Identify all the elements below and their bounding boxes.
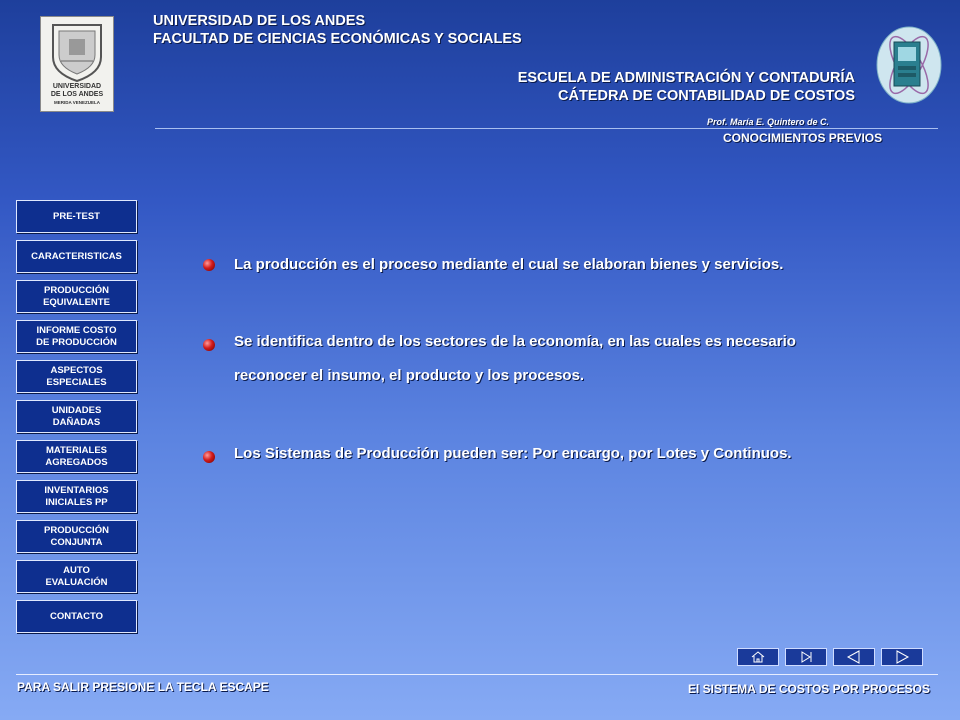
menu-contacto[interactable] bbox=[16, 600, 137, 633]
menu-produccion-conjunta[interactable] bbox=[16, 520, 137, 553]
menu-label: UNIDADES bbox=[51, 404, 102, 416]
home-icon bbox=[738, 649, 778, 665]
previous-button[interactable] bbox=[833, 648, 875, 666]
faculty-name: FACULTAD DE CIENCIAS ECONÓMICAS Y SOCIALES bbox=[153, 31, 522, 47]
menu-label-2: EVALUACIÓN bbox=[45, 576, 108, 588]
menu-label: AUTO bbox=[63, 564, 90, 576]
content-bullet-3: Los Sistemas de Producción pueden ser: Por encargo, por Lotes y Continuos. bbox=[234, 445, 792, 462]
menu-label-2: CONJUNTA bbox=[50, 536, 103, 548]
menu-label-2: ESPECIALES bbox=[46, 376, 107, 388]
chair-name: CÁTEDRA DE CONTABILIDAD DE COSTOS bbox=[558, 88, 855, 104]
menu-auto-evaluacion[interactable] bbox=[16, 560, 137, 593]
section-title: CONOCIMIENTOS PREVIOS bbox=[723, 131, 883, 145]
menu-label: PRODUCCIÓN bbox=[44, 524, 109, 536]
logo-text-1: UNIVERSIDAD bbox=[52, 83, 102, 90]
menu-inventarios-iniciales[interactable] bbox=[16, 480, 137, 513]
exit-hint: PARA SALIR PRESIONE LA TECLA ESCAPE bbox=[17, 680, 269, 694]
menu-label: CARACTERISTICAS bbox=[31, 250, 122, 262]
content-bullet-2 bbox=[234, 325, 796, 393]
logo-text-2: DE LOS ANDES bbox=[50, 91, 104, 98]
menu-informe-costo[interactable] bbox=[16, 320, 137, 353]
menu-label: PRODUCCIÓN bbox=[44, 284, 109, 296]
menu-caracteristicas[interactable] bbox=[16, 240, 137, 273]
next-icon bbox=[882, 649, 922, 665]
menu-materiales-agregados[interactable] bbox=[16, 440, 137, 473]
menu-label: MATERIALES bbox=[45, 444, 108, 456]
home-button[interactable] bbox=[737, 648, 779, 666]
bullet-icon bbox=[203, 339, 215, 351]
menu-label-2: AGREGADOS bbox=[45, 456, 108, 468]
menu-label-2: DE PRODUCCIÓN bbox=[36, 336, 117, 348]
header-university bbox=[153, 12, 522, 48]
menu-label-2: EQUIVALENTE bbox=[43, 296, 110, 308]
next-button[interactable] bbox=[881, 648, 923, 666]
end-button[interactable] bbox=[785, 648, 827, 666]
previous-icon bbox=[834, 649, 874, 665]
menu-unidades-danadas[interactable] bbox=[16, 400, 137, 433]
menu-produccion-equivalente[interactable] bbox=[16, 280, 137, 313]
content-bullet-2-line-1: Se identifica dentro de los sectores de la economía, en las cuales es necesario bbox=[234, 333, 796, 350]
university-name: UNIVERSIDAD DE LOS ANDES bbox=[153, 13, 366, 29]
end-icon bbox=[786, 649, 826, 665]
footer-topic: El SISTEMA DE COSTOS POR PROCESOS bbox=[687, 682, 930, 696]
menu-label-2: DAÑADAS bbox=[52, 416, 101, 428]
footer-divider bbox=[16, 674, 938, 675]
header-divider bbox=[155, 128, 938, 129]
school-name: ESCUELA DE ADMINISTRACIÓN Y CONTADURÍA bbox=[517, 70, 855, 86]
menu-label: CONTACTO bbox=[50, 610, 103, 622]
menu-label: INVENTARIOS bbox=[44, 484, 109, 496]
header-school bbox=[518, 69, 855, 105]
menu-label: PRE-TEST bbox=[53, 210, 100, 222]
menu-aspectos-especiales[interactable] bbox=[16, 360, 137, 393]
content-bullet-1: La producción es el proceso mediante el cual se elaboran bienes y servicios. bbox=[234, 256, 784, 273]
content-bullet-2-line-2: reconocer el insumo, el producto y los procesos. bbox=[234, 367, 585, 384]
computer-globe-icon bbox=[874, 20, 944, 106]
university-logo bbox=[40, 16, 114, 112]
menu-label-2: INICIALES PP bbox=[45, 496, 108, 508]
logo-text-3: MERIDA VENEZUELA bbox=[53, 100, 101, 105]
menu-pre-test[interactable] bbox=[16, 200, 137, 233]
bullet-icon bbox=[203, 259, 215, 271]
menu-label: ASPECTOS bbox=[50, 364, 103, 376]
professor-name: Prof. María E. Quintero de C. bbox=[707, 117, 830, 127]
bullet-icon bbox=[203, 451, 215, 463]
menu-label: INFORME COSTO bbox=[36, 324, 117, 336]
